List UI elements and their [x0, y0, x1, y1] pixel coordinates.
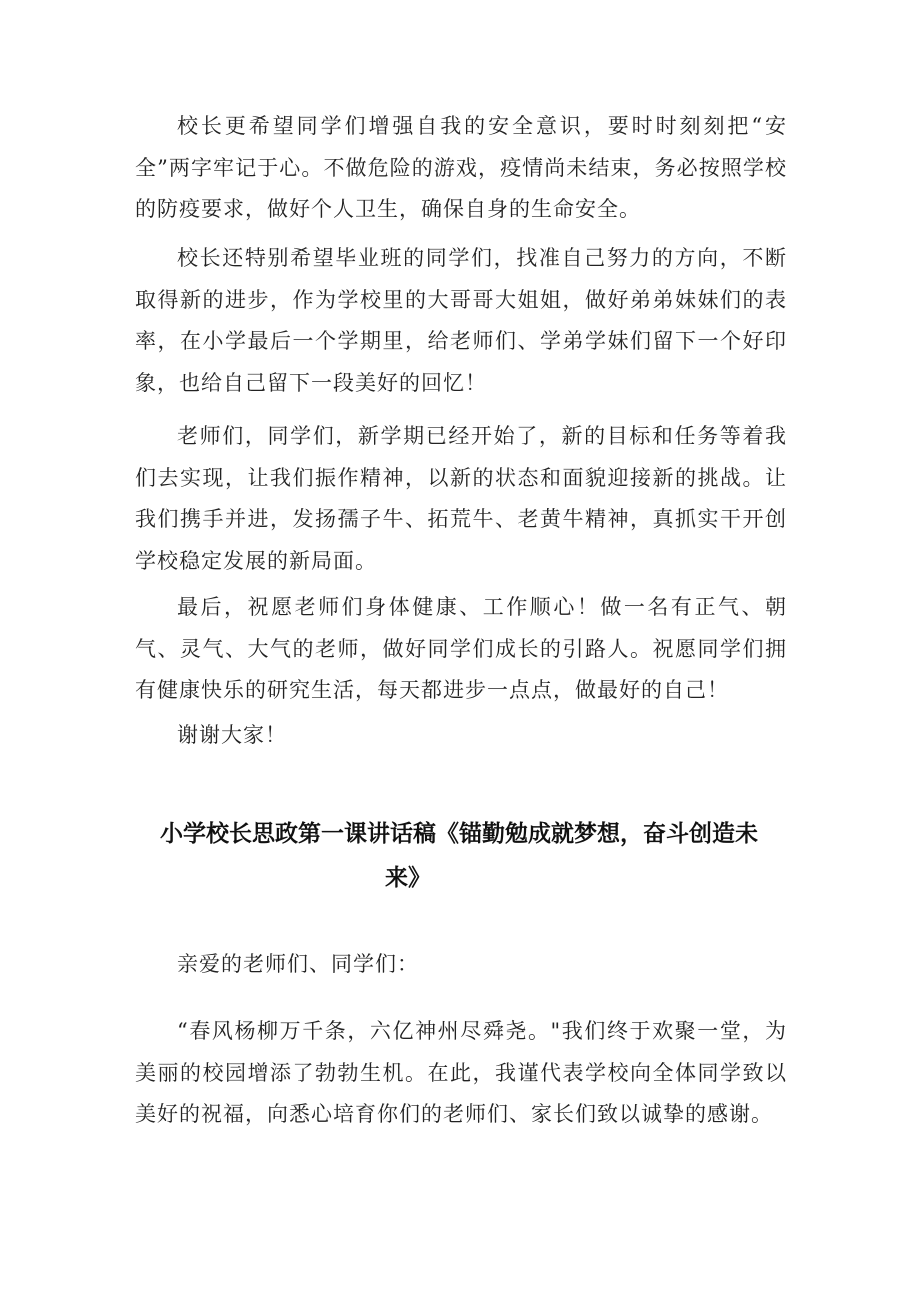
paragraph-safety: 校长更希望同学们增强自我的安全意识，要时时刻刻把“安全”两字牢记于心。不做危险的游戏，疫情尚未结束，务必按照学校的防疫要求，做好个人卫生，确保自身的生命安全。: [135, 114, 787, 221]
paragraph-thanks: 谢谢大家！: [177, 723, 287, 747]
greeting: 亲爱的老师们、同学们：: [177, 952, 419, 976]
paragraph-graduating-class: 校长还特别希望毕业班的同学们，找准自己努力的方向，不断取得新的进步，作为学校里的大哥哥大姐姐，做好弟弟妹妹们的表率，在小学最后一个学期里，给老师们、学弟学妹们留下一个好印象，也给自己留下一段美好的回忆！: [135, 246, 787, 395]
paragraph-new-semester: 老师们，同学们，新学期已经开始了，新的目标和任务等着我们去实现，让我们振作精神，以新的状态和面貌迎接新的挑战。让我们携手并进，发扬孺子牛、拓荒牛、老黄牛精神，真抓实干开创学校稳定发展的新局面。: [135, 424, 787, 573]
paragraph-opening: “春风杨柳万千条，六亿神州尽舜尧。"我们终于欢聚一堂，为美丽的校园增添了勃勃生机。在此，我谨代表学校向全体同学致以美好的祝福，向悉心培育你们的老师们、家长们致以诚挚的感谢。: [135, 1019, 787, 1126]
section-title-line1: 小学校长思政第一课讲话稿《锚勤勉成就梦想，奋斗创造未: [160, 821, 758, 847]
section-title: [160, 812, 800, 900]
section-title-line2: 来》: [385, 865, 431, 891]
paragraph-wishes: 最后，祝愿老师们身体健康、工作顺心！做一名有正气、朝气、灵气、大气的老师，做好同学们成长的引路人。祝愿同学们拥有健康快乐的研究生活，每天都进步一点点，做最好的自己！: [135, 595, 787, 702]
